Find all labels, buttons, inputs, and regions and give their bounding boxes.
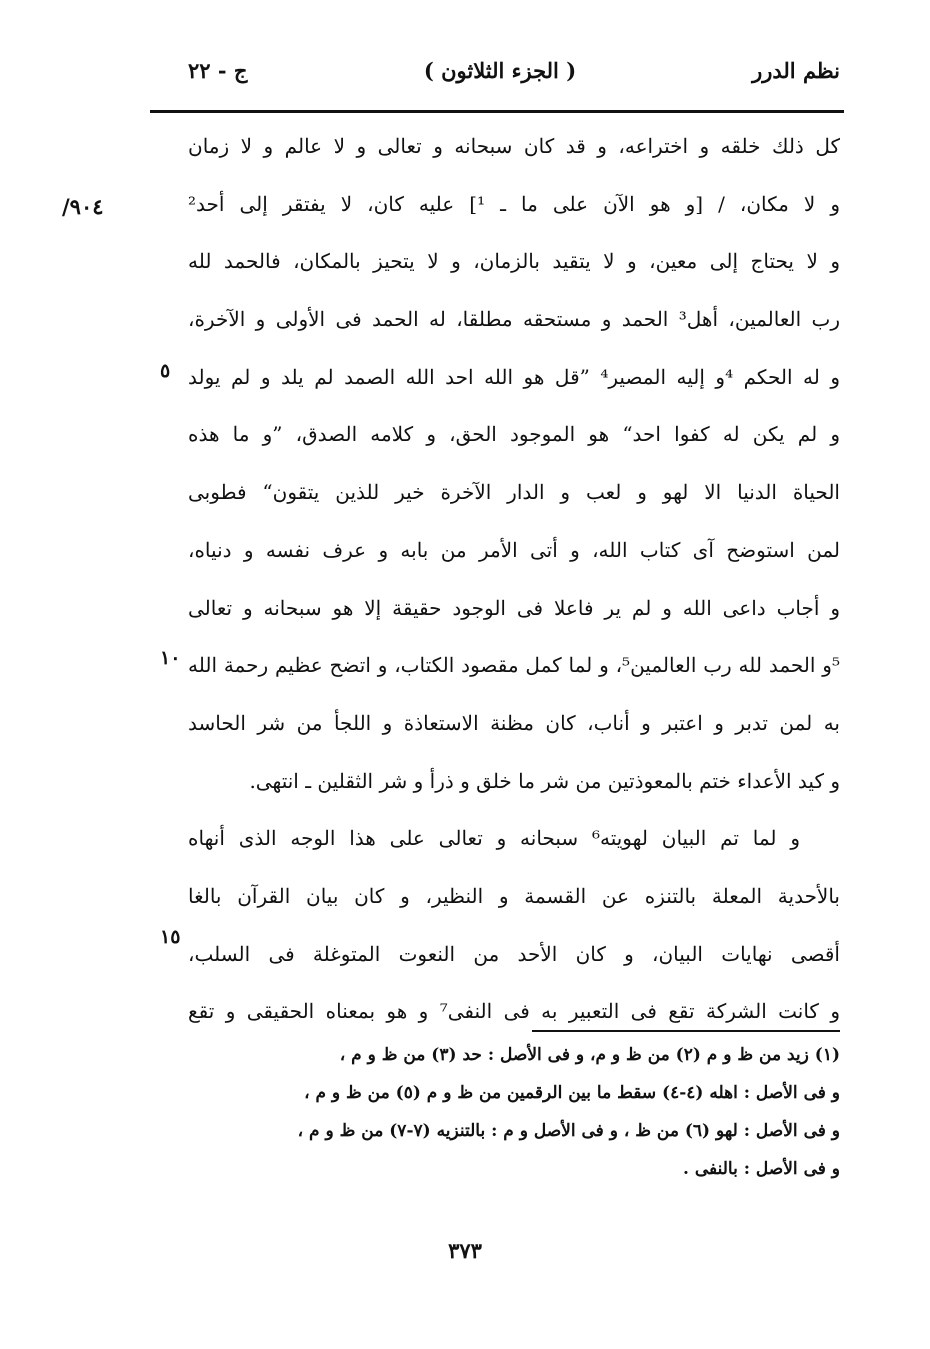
text-line: لمن استوضح آى كتاب الله، و أتى الأمر من بابه و عرف نفسه و دنياه، bbox=[188, 537, 840, 562]
text-line: و كانت الشركة تقع فى التعبير به فى النفى⁷ و هو بمعناه الحقيقى و تقع bbox=[188, 999, 840, 1024]
header-part-title: ( الجزء الثلاثون ) bbox=[423, 58, 577, 83]
text-line: و أجاب داعى الله و لم ير فاعلا فى الوجود حقيقة إلا هو سبحانه و تعالى bbox=[188, 595, 840, 620]
footnote-line: (١) زيد من ظ و م (٢) من ظ و م، و فى الأصل : حد (٣) من ظ و م ، bbox=[339, 1045, 840, 1065]
text-line: و لا مكان، / [و هو الآن على ما ـ ¹] عليه كان، لا يفتقر إلى أحد² bbox=[188, 191, 840, 216]
footnote-line: و فى الأصل : اهله (٤-٤) سقط ما بين الرقمين من ظ و م (٥) من ظ و م ، bbox=[304, 1083, 840, 1103]
text-line: كل ذلك خلقه و اختراعه، و قد كان سبحانه و تعالى و لا عالم و لا زمان bbox=[188, 134, 840, 158]
line-number-15: ١٥ bbox=[160, 926, 181, 948]
text-line: و كيد الأعداء ختم بالمعوذتين من شر ما خلق و ذرأ و شر الثقلين ـ انتهى. bbox=[249, 768, 840, 793]
text-line: و لا يحتاج إلى معين، و لا يتقيد بالزمان، و لا يتحيز بالمكان، فالحمد لله bbox=[188, 249, 840, 274]
page-number: ٣٧٣ bbox=[448, 1238, 482, 1263]
header-book-title: نظم الدرر bbox=[752, 58, 840, 83]
footnotes bbox=[190, 1038, 840, 1190]
text-line: و لما تم البيان لهويته⁶ سبحانه و تعالى على هذا الوجه الذى أنهاه bbox=[188, 826, 800, 851]
text-line: ⁵و الحمد لله رب العالمين⁵، و لما كمل مقصود الكتاب، و اتضح عظيم رحمة الله bbox=[188, 653, 840, 678]
manuscript-folio-ref: ٩٠٤/ bbox=[62, 194, 104, 219]
running-header bbox=[160, 58, 840, 98]
footnote-line: و فى الأصل : لهو (٦) من ظ ، و فى الأصل و م : بالتنزيه (٧-٧) من ظ و م ، bbox=[297, 1121, 840, 1141]
text-line: و له الحكم ⁴و إليه المصير⁴ ”قل هو الله احد الله الصمد لم يلد و لم يولد bbox=[188, 364, 840, 389]
text-line: أقصى نهايات البيان، و كان الأحد من النعوت المتوغلة فى السلب، bbox=[188, 941, 840, 966]
main-text bbox=[188, 126, 840, 1049]
text-line: بالأحدية المعلة بالتنزه عن القسمة و النظير، و كان بيان القرآن بالغا bbox=[188, 883, 840, 908]
line-number-5: ٥ bbox=[160, 360, 171, 382]
text-line: رب العالمين، أهل³ الحمد و مستحقه مطلقا، له الحمد فى الأولى و الآخرة، bbox=[188, 307, 840, 332]
header-volume-page: ج - ٢٢ bbox=[188, 58, 248, 83]
line-number-10: ١٠ bbox=[160, 647, 181, 669]
text-line: الحياة الدنيا الا لهو و لعب و الدار الآخرة خير للذين يتقون“ فطوبى bbox=[188, 480, 840, 505]
header-rule bbox=[150, 110, 844, 113]
footnote-line: و فى الأصل : بالنفى . bbox=[682, 1159, 840, 1179]
text-line: به لمن تدبر و اعتبر و أناب، كان مظنة الاستعاذة و اللجأ من شر الحاسد bbox=[188, 710, 840, 735]
text-line: و لم يكن له كفوا احد“ هو الموجود الحق، و كلامه الصدق، ”و ما هذه bbox=[188, 422, 840, 447]
footnote-rule bbox=[532, 1030, 840, 1032]
